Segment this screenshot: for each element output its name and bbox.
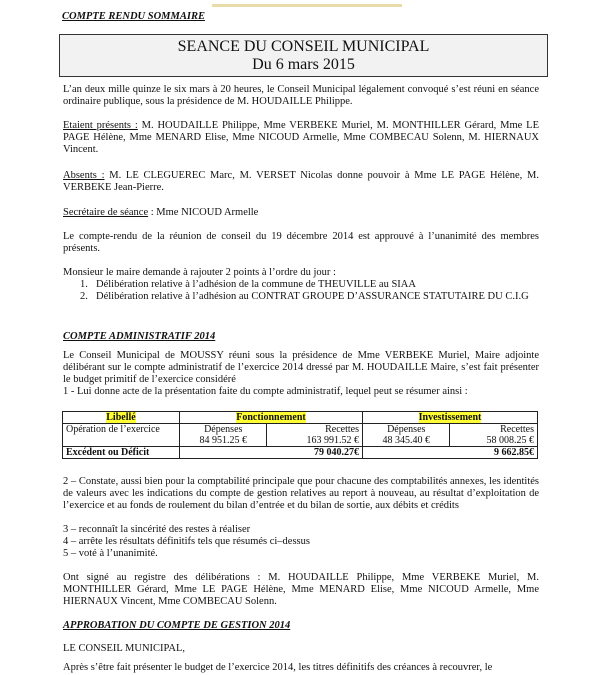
secretaire-paragraph	[63, 207, 539, 219]
table-cell: Dépenses 84 951.25 €	[180, 424, 267, 447]
presents-text: M. HOUDAILLE Philippe, Mme VERBEKE Muriel, M. MONTHILLER Gérard, Mme LE PAGE Hélène, Mme MENARD Elise, Mme NICOUD Armelle, Mme COMBECAU Solenn, M. HIERNAUX Vincent.	[63, 120, 540, 155]
point-3: 3 – reconnaît la sincérité des restes à réaliser	[63, 524, 251, 535]
presents-paragraph	[63, 120, 539, 156]
point-5: 5 – voté à l’unanimité.	[63, 548, 158, 559]
title-box	[59, 34, 548, 77]
compte-gestion-paragraph: Après s’être fait présenter le budget de l’exercice 2014, les titres définitifs des créances à recouvrer, le	[63, 662, 493, 673]
compte-rendu-paragraph: Le compte-rendu de la réunion de conseil du 19 décembre 2014 est approuvé à l’unanimité des membres présents.	[63, 231, 539, 254]
title-line-1: SEANCE DU CONSEIL MUNICIPAL	[177, 38, 430, 55]
table-cell: Dépenses 48 345.40 €	[363, 424, 450, 447]
table-row-label: Excédent ou Déficit	[63, 447, 180, 459]
ordre-du-jour-intro: Monsieur le maire demande à rajouter 2 points à l’ordre du jour :	[63, 267, 336, 278]
title-line-2: Du 6 mars 2015	[252, 56, 355, 73]
section-title-compte-administratif: COMPTE ADMINISTRATIF 2014	[63, 331, 216, 342]
table-cell: Recettes 163 991.52 €	[267, 424, 363, 447]
section-title-compte-gestion: APPROBATION DU COMPTE DE GESTION 2014	[63, 620, 291, 631]
secretaire-label: Secrétaire de séance	[63, 207, 149, 218]
table-header-cell: Libellé	[63, 412, 180, 424]
secretaire-text: : Mme NICOUD Armelle	[148, 207, 259, 218]
compte-administratif-paragraph: Le Conseil Municipal de MOUSSY réuni sous la présidence de Mme VERBEKE Muriel, Maire adjointe délibérant sur le compte administratif de l’exercice 2014 dressé par M. HOUDAILLE Maire, s’est fait présenter le budget primitif de l’exercice considéré	[63, 350, 539, 385]
intro-paragraph: L’an deux mille quinze le six mars à 20 heures, le Conseil Municipal légalement convoqué s’est réuni en séance ordinaire publique, sous la présidence de M. HOUDAILLE Philippe.	[63, 84, 539, 107]
list-item: 1. Délibération relative à l’adhésion de la commune de THEUVILLE au SIAA	[80, 279, 416, 290]
table-header-cell: Investissement	[363, 412, 538, 424]
absents-text: M. LE CLEGUEREC Marc, M. VERSET Nicolas donne pouvoir à Mme LE PAGE Hélène, M. VERBEKE Jean-Pierre.	[63, 170, 540, 193]
conseil-heading: LE CONSEIL MUNICIPAL,	[63, 643, 186, 654]
absents-paragraph	[63, 170, 539, 194]
header-decoration	[212, 4, 402, 7]
financial-table	[62, 411, 538, 459]
table-cell: 9 662.85€	[363, 447, 538, 459]
point-4: 4 – arrête les résultats définitifs tels que résumés ci–dessus	[63, 536, 310, 547]
point-2: 2 – Constate, aussi bien pour la comptabilité principale que pour chacune des comptabilités annexes, les identités de valeurs avec les indications du compte de gestion relatives au report à nouveau, au résultat d’exploitation de l’exercice et au fonds de roulement du bilan d’entrée et du bilan de sortie, aux débits et crédits	[63, 476, 539, 511]
signes-text: M. HOUDAILLE Philippe, Mme VERBEKE Muriel, M. MONTHILLER Gérard, Mme LE PAGE Hélène, Mme MENARD Elise, Mme NICOUD Armelle, Mme HIERNAUX Vincent, Mme COMBECAU Solenn.	[63, 572, 539, 607]
table-header-cell: Fonctionnement	[180, 412, 363, 424]
absents-label: Absents :	[63, 170, 105, 181]
point-1: 1 - Lui donne acte de la présentation faite du compte administratif, lequel peut se résumer ainsi :	[63, 386, 468, 397]
signes-label: Ont signé au registre des délibérations :	[63, 572, 261, 583]
list-item: 2. Délibération relative à l’adhésion au CONTRAT GROUPE D’ASSURANCE STATUTAIRE DU C.I.G	[80, 291, 529, 302]
table-cell: 79 040.27€	[180, 447, 363, 459]
ordre-du-jour-list	[80, 279, 540, 303]
table-row-label: Opération de l’exercice	[63, 424, 180, 447]
presents-label: Etaient présents :	[63, 120, 138, 131]
report-label: COMPTE RENDU SOMMAIRE	[62, 11, 205, 22]
table-cell: Recettes 58 008.25 €	[450, 424, 538, 447]
signes-paragraph	[63, 572, 539, 608]
